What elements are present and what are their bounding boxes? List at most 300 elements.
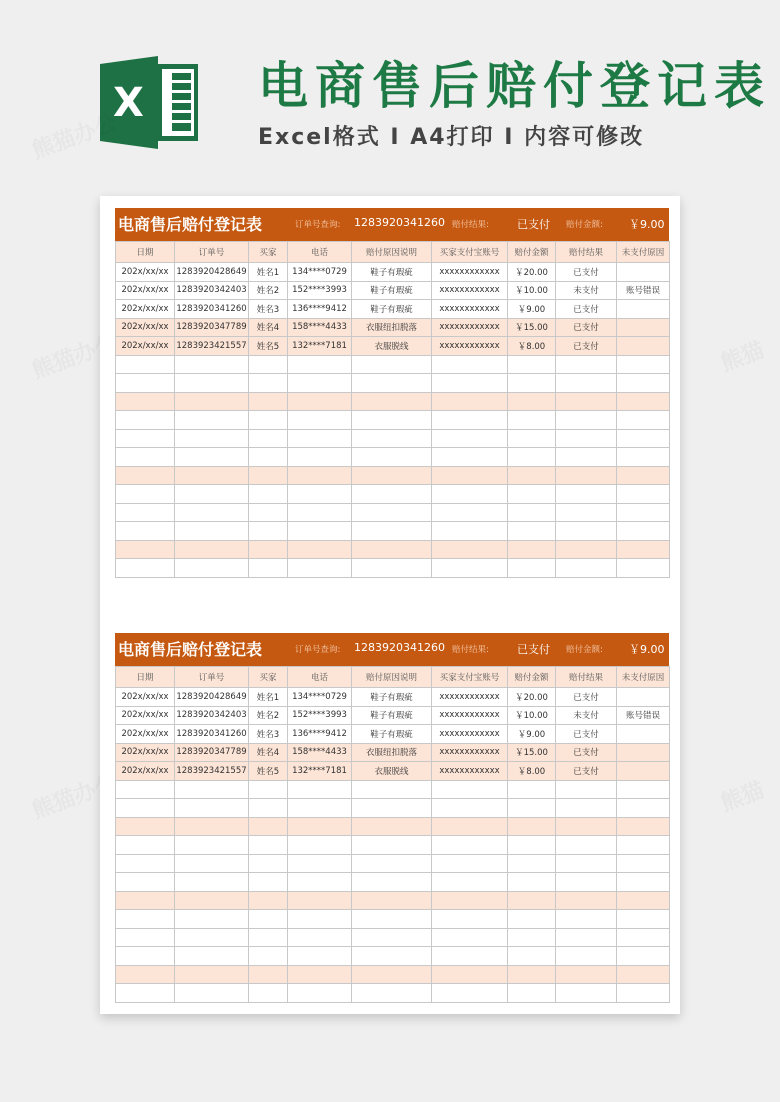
cell-date[interactable] bbox=[116, 873, 175, 892]
cell-date[interactable]: 202x/xx/xx bbox=[116, 725, 175, 744]
cell-reason[interactable]: 鞋子有瑕疵 bbox=[352, 725, 432, 744]
cell-order-no[interactable] bbox=[175, 836, 249, 855]
cell-unpaid-reason[interactable] bbox=[617, 263, 670, 282]
cell-buyer[interactable]: 姓名5 bbox=[249, 337, 288, 356]
cell-amount[interactable] bbox=[508, 355, 556, 374]
cell-reason[interactable] bbox=[352, 910, 432, 929]
cell-alipay-account[interactable] bbox=[432, 503, 508, 522]
cell-order-no[interactable] bbox=[175, 485, 249, 504]
cell-amount[interactable] bbox=[508, 540, 556, 559]
cell-unpaid-reason[interactable] bbox=[617, 540, 670, 559]
cell-alipay-account[interactable]: xxxxxxxxxxxx bbox=[432, 281, 508, 300]
cell-buyer[interactable] bbox=[249, 374, 288, 393]
cell-phone[interactable] bbox=[288, 522, 352, 541]
cell-alipay-account[interactable] bbox=[432, 411, 508, 430]
cell-amount[interactable] bbox=[508, 392, 556, 411]
cell-reason[interactable] bbox=[352, 836, 432, 855]
cell-date[interactable] bbox=[116, 984, 175, 1003]
cell-order-no[interactable] bbox=[175, 429, 249, 448]
cell-order-no[interactable] bbox=[175, 411, 249, 430]
cell-order-no[interactable]: 1283923421557 bbox=[175, 762, 249, 781]
cell-buyer[interactable] bbox=[249, 836, 288, 855]
cell-order-no[interactable]: 1283920428649 bbox=[175, 688, 249, 707]
cell-amount[interactable] bbox=[508, 780, 556, 799]
cell-unpaid-reason[interactable] bbox=[617, 780, 670, 799]
cell-amount[interactable]: ￥15.00 bbox=[508, 743, 556, 762]
cell-date[interactable] bbox=[116, 836, 175, 855]
cell-unpaid-reason[interactable] bbox=[617, 411, 670, 430]
cell-phone[interactable] bbox=[288, 891, 352, 910]
cell-date[interactable]: 202x/xx/xx bbox=[116, 263, 175, 282]
cell-phone[interactable] bbox=[288, 928, 352, 947]
cell-amount[interactable] bbox=[508, 836, 556, 855]
cell-reason[interactable] bbox=[352, 392, 432, 411]
cell-amount[interactable] bbox=[508, 947, 556, 966]
cell-order-no[interactable] bbox=[175, 392, 249, 411]
cell-reason[interactable]: 鞋子有瑕疵 bbox=[352, 706, 432, 725]
cell-order-no[interactable] bbox=[175, 799, 249, 818]
cell-order-no[interactable] bbox=[175, 355, 249, 374]
cell-amount[interactable]: ￥20.00 bbox=[508, 263, 556, 282]
cell-alipay-account[interactable] bbox=[432, 780, 508, 799]
cell-result[interactable] bbox=[556, 503, 617, 522]
cell-buyer[interactable]: 姓名3 bbox=[249, 725, 288, 744]
cell-phone[interactable]: 134****0729 bbox=[288, 263, 352, 282]
cell-date[interactable]: 202x/xx/xx bbox=[116, 743, 175, 762]
cell-phone[interactable] bbox=[288, 374, 352, 393]
cell-buyer[interactable]: 姓名4 bbox=[249, 318, 288, 337]
cell-buyer[interactable]: 姓名1 bbox=[249, 688, 288, 707]
cell-phone[interactable] bbox=[288, 540, 352, 559]
cell-alipay-account[interactable] bbox=[432, 817, 508, 836]
cell-unpaid-reason[interactable] bbox=[617, 559, 670, 578]
cell-phone[interactable]: 134****0729 bbox=[288, 688, 352, 707]
cell-result[interactable] bbox=[556, 522, 617, 541]
cell-amount[interactable] bbox=[508, 817, 556, 836]
cell-buyer[interactable] bbox=[249, 873, 288, 892]
cell-unpaid-reason[interactable] bbox=[617, 873, 670, 892]
cell-result[interactable] bbox=[556, 873, 617, 892]
cell-unpaid-reason[interactable] bbox=[617, 854, 670, 873]
cell-unpaid-reason[interactable] bbox=[617, 965, 670, 984]
cell-alipay-account[interactable] bbox=[432, 559, 508, 578]
cell-amount[interactable] bbox=[508, 559, 556, 578]
cell-unpaid-reason[interactable] bbox=[617, 910, 670, 929]
cell-unpaid-reason[interactable]: 账号错误 bbox=[617, 706, 670, 725]
cell-unpaid-reason[interactable] bbox=[617, 891, 670, 910]
cell-order-no[interactable]: 1283920341260 bbox=[175, 300, 249, 319]
cell-alipay-account[interactable] bbox=[432, 485, 508, 504]
cell-buyer[interactable]: 姓名2 bbox=[249, 706, 288, 725]
cell-date[interactable] bbox=[116, 891, 175, 910]
cell-alipay-account[interactable]: xxxxxxxxxxxx bbox=[432, 725, 508, 744]
cell-result[interactable] bbox=[556, 411, 617, 430]
cell-reason[interactable] bbox=[352, 355, 432, 374]
cell-result[interactable] bbox=[556, 891, 617, 910]
cell-result[interactable] bbox=[556, 965, 617, 984]
cell-order-no[interactable] bbox=[175, 873, 249, 892]
cell-order-no[interactable]: 1283923421557 bbox=[175, 337, 249, 356]
cell-date[interactable]: 202x/xx/xx bbox=[116, 318, 175, 337]
cell-buyer[interactable] bbox=[249, 965, 288, 984]
cell-amount[interactable]: ￥15.00 bbox=[508, 318, 556, 337]
cell-alipay-account[interactable]: xxxxxxxxxxxx bbox=[432, 743, 508, 762]
cell-alipay-account[interactable] bbox=[432, 522, 508, 541]
cell-date[interactable]: 202x/xx/xx bbox=[116, 281, 175, 300]
cell-phone[interactable] bbox=[288, 411, 352, 430]
cell-order-no[interactable] bbox=[175, 817, 249, 836]
cell-order-no[interactable] bbox=[175, 891, 249, 910]
cell-unpaid-reason[interactable] bbox=[617, 503, 670, 522]
cell-phone[interactable] bbox=[288, 559, 352, 578]
cell-order-no[interactable] bbox=[175, 448, 249, 467]
cell-alipay-account[interactable] bbox=[432, 466, 508, 485]
cell-order-no[interactable]: 1283920342403 bbox=[175, 706, 249, 725]
cell-order-no[interactable]: 1283920341260 bbox=[175, 725, 249, 744]
cell-result[interactable] bbox=[556, 392, 617, 411]
cell-phone[interactable]: 132****7181 bbox=[288, 337, 352, 356]
cell-unpaid-reason[interactable] bbox=[617, 485, 670, 504]
cell-result[interactable]: 已支付 bbox=[556, 688, 617, 707]
cell-unpaid-reason[interactable] bbox=[617, 836, 670, 855]
cell-amount[interactable] bbox=[508, 873, 556, 892]
cell-reason[interactable] bbox=[352, 984, 432, 1003]
cell-alipay-account[interactable]: xxxxxxxxxxxx bbox=[432, 318, 508, 337]
cell-buyer[interactable]: 姓名1 bbox=[249, 263, 288, 282]
cell-buyer[interactable] bbox=[249, 429, 288, 448]
cell-phone[interactable]: 152****3993 bbox=[288, 706, 352, 725]
cell-amount[interactable] bbox=[508, 965, 556, 984]
cell-phone[interactable] bbox=[288, 780, 352, 799]
cell-result[interactable]: 已支付 bbox=[556, 300, 617, 319]
cell-reason[interactable] bbox=[352, 448, 432, 467]
cell-result[interactable] bbox=[556, 355, 617, 374]
cell-buyer[interactable]: 姓名5 bbox=[249, 762, 288, 781]
cell-alipay-account[interactable] bbox=[432, 891, 508, 910]
cell-buyer[interactable] bbox=[249, 355, 288, 374]
cell-phone[interactable]: 152****3993 bbox=[288, 281, 352, 300]
cell-reason[interactable] bbox=[352, 799, 432, 818]
cell-alipay-account[interactable] bbox=[432, 429, 508, 448]
cell-result[interactable] bbox=[556, 429, 617, 448]
cell-reason[interactable] bbox=[352, 503, 432, 522]
cell-buyer[interactable] bbox=[249, 928, 288, 947]
cell-result[interactable]: 已支付 bbox=[556, 318, 617, 337]
cell-date[interactable] bbox=[116, 374, 175, 393]
cell-result[interactable] bbox=[556, 374, 617, 393]
cell-amount[interactable]: ￥8.00 bbox=[508, 337, 556, 356]
cell-phone[interactable] bbox=[288, 392, 352, 411]
cell-buyer[interactable] bbox=[249, 947, 288, 966]
cell-result[interactable] bbox=[556, 836, 617, 855]
cell-date[interactable] bbox=[116, 392, 175, 411]
cell-order-no[interactable] bbox=[175, 374, 249, 393]
cell-phone[interactable] bbox=[288, 984, 352, 1003]
cell-phone[interactable]: 136****9412 bbox=[288, 300, 352, 319]
cell-amount[interactable] bbox=[508, 466, 556, 485]
cell-date[interactable] bbox=[116, 466, 175, 485]
cell-date[interactable]: 202x/xx/xx bbox=[116, 688, 175, 707]
cell-reason[interactable] bbox=[352, 411, 432, 430]
cell-phone[interactable] bbox=[288, 355, 352, 374]
cell-date[interactable] bbox=[116, 522, 175, 541]
cell-alipay-account[interactable] bbox=[432, 836, 508, 855]
cell-date[interactable] bbox=[116, 559, 175, 578]
cell-date[interactable] bbox=[116, 411, 175, 430]
cell-phone[interactable] bbox=[288, 817, 352, 836]
cell-phone[interactable]: 158****4433 bbox=[288, 318, 352, 337]
cell-alipay-account[interactable] bbox=[432, 910, 508, 929]
order-query-value[interactable]: 1283920341260 bbox=[354, 641, 445, 654]
cell-result[interactable]: 已支付 bbox=[556, 762, 617, 781]
cell-date[interactable] bbox=[116, 965, 175, 984]
cell-unpaid-reason[interactable] bbox=[617, 448, 670, 467]
cell-alipay-account[interactable]: xxxxxxxxxxxx bbox=[432, 263, 508, 282]
cell-alipay-account[interactable] bbox=[432, 965, 508, 984]
cell-buyer[interactable] bbox=[249, 780, 288, 799]
cell-result[interactable] bbox=[556, 559, 617, 578]
cell-order-no[interactable] bbox=[175, 559, 249, 578]
cell-alipay-account[interactable]: xxxxxxxxxxxx bbox=[432, 706, 508, 725]
cell-alipay-account[interactable] bbox=[432, 448, 508, 467]
cell-result[interactable] bbox=[556, 780, 617, 799]
cell-buyer[interactable] bbox=[249, 485, 288, 504]
cell-result[interactable] bbox=[556, 910, 617, 929]
cell-amount[interactable] bbox=[508, 928, 556, 947]
cell-alipay-account[interactable] bbox=[432, 928, 508, 947]
cell-unpaid-reason[interactable] bbox=[617, 984, 670, 1003]
cell-date[interactable]: 202x/xx/xx bbox=[116, 706, 175, 725]
cell-order-no[interactable]: 1283920347789 bbox=[175, 318, 249, 337]
cell-phone[interactable]: 132****7181 bbox=[288, 762, 352, 781]
cell-alipay-account[interactable] bbox=[432, 374, 508, 393]
cell-phone[interactable] bbox=[288, 873, 352, 892]
cell-buyer[interactable] bbox=[249, 411, 288, 430]
cell-reason[interactable] bbox=[352, 540, 432, 559]
cell-amount[interactable] bbox=[508, 910, 556, 929]
cell-unpaid-reason[interactable] bbox=[617, 762, 670, 781]
cell-unpaid-reason[interactable] bbox=[617, 743, 670, 762]
cell-order-no[interactable] bbox=[175, 540, 249, 559]
cell-amount[interactable] bbox=[508, 984, 556, 1003]
cell-amount[interactable] bbox=[508, 411, 556, 430]
cell-date[interactable] bbox=[116, 355, 175, 374]
cell-amount[interactable]: ￥8.00 bbox=[508, 762, 556, 781]
cell-result[interactable]: 已支付 bbox=[556, 337, 617, 356]
cell-result[interactable] bbox=[556, 448, 617, 467]
cell-unpaid-reason[interactable] bbox=[617, 374, 670, 393]
cell-buyer[interactable] bbox=[249, 503, 288, 522]
cell-result[interactable]: 未支付 bbox=[556, 706, 617, 725]
cell-buyer[interactable]: 姓名4 bbox=[249, 743, 288, 762]
cell-amount[interactable] bbox=[508, 448, 556, 467]
cell-result[interactable] bbox=[556, 984, 617, 1003]
cell-reason[interactable] bbox=[352, 873, 432, 892]
cell-date[interactable] bbox=[116, 928, 175, 947]
cell-unpaid-reason[interactable] bbox=[617, 355, 670, 374]
cell-date[interactable] bbox=[116, 429, 175, 448]
cell-date[interactable] bbox=[116, 448, 175, 467]
cell-date[interactable] bbox=[116, 799, 175, 818]
cell-amount[interactable]: ￥20.00 bbox=[508, 688, 556, 707]
cell-reason[interactable]: 鞋子有瑕疵 bbox=[352, 263, 432, 282]
cell-result[interactable] bbox=[556, 485, 617, 504]
cell-result[interactable] bbox=[556, 928, 617, 947]
cell-result[interactable] bbox=[556, 817, 617, 836]
cell-amount[interactable]: ￥10.00 bbox=[508, 281, 556, 300]
cell-amount[interactable] bbox=[508, 374, 556, 393]
cell-date[interactable]: 202x/xx/xx bbox=[116, 337, 175, 356]
cell-date[interactable] bbox=[116, 854, 175, 873]
cell-reason[interactable] bbox=[352, 466, 432, 485]
cell-buyer[interactable] bbox=[249, 891, 288, 910]
cell-date[interactable] bbox=[116, 485, 175, 504]
cell-order-no[interactable] bbox=[175, 965, 249, 984]
cell-unpaid-reason[interactable] bbox=[617, 466, 670, 485]
cell-result[interactable]: 已支付 bbox=[556, 725, 617, 744]
cell-amount[interactable] bbox=[508, 503, 556, 522]
cell-buyer[interactable] bbox=[249, 854, 288, 873]
cell-order-no[interactable]: 1283920347789 bbox=[175, 743, 249, 762]
cell-phone[interactable] bbox=[288, 910, 352, 929]
cell-unpaid-reason[interactable]: 账号错误 bbox=[617, 281, 670, 300]
cell-order-no[interactable] bbox=[175, 984, 249, 1003]
cell-phone[interactable] bbox=[288, 947, 352, 966]
cell-phone[interactable]: 158****4433 bbox=[288, 743, 352, 762]
cell-result[interactable]: 已支付 bbox=[556, 743, 617, 762]
cell-result[interactable] bbox=[556, 540, 617, 559]
cell-alipay-account[interactable] bbox=[432, 355, 508, 374]
cell-date[interactable] bbox=[116, 503, 175, 522]
cell-order-no[interactable] bbox=[175, 503, 249, 522]
cell-reason[interactable] bbox=[352, 965, 432, 984]
cell-order-no[interactable]: 1283920428649 bbox=[175, 263, 249, 282]
cell-alipay-account[interactable] bbox=[432, 873, 508, 892]
cell-buyer[interactable]: 姓名2 bbox=[249, 281, 288, 300]
cell-reason[interactable]: 衣服纽扣脱落 bbox=[352, 318, 432, 337]
cell-unpaid-reason[interactable] bbox=[617, 300, 670, 319]
cell-unpaid-reason[interactable] bbox=[617, 522, 670, 541]
cell-unpaid-reason[interactable] bbox=[617, 392, 670, 411]
cell-order-no[interactable] bbox=[175, 854, 249, 873]
cell-amount[interactable] bbox=[508, 854, 556, 873]
cell-buyer[interactable] bbox=[249, 817, 288, 836]
cell-buyer[interactable] bbox=[249, 466, 288, 485]
cell-amount[interactable] bbox=[508, 799, 556, 818]
cell-order-no[interactable] bbox=[175, 522, 249, 541]
cell-date[interactable] bbox=[116, 910, 175, 929]
cell-reason[interactable] bbox=[352, 429, 432, 448]
cell-reason[interactable] bbox=[352, 374, 432, 393]
cell-phone[interactable] bbox=[288, 965, 352, 984]
cell-alipay-account[interactable]: xxxxxxxxxxxx bbox=[432, 762, 508, 781]
cell-unpaid-reason[interactable] bbox=[617, 947, 670, 966]
cell-unpaid-reason[interactable] bbox=[617, 817, 670, 836]
cell-unpaid-reason[interactable] bbox=[617, 337, 670, 356]
cell-result[interactable] bbox=[556, 854, 617, 873]
cell-reason[interactable] bbox=[352, 947, 432, 966]
cell-phone[interactable] bbox=[288, 503, 352, 522]
cell-reason[interactable] bbox=[352, 780, 432, 799]
cell-result[interactable] bbox=[556, 466, 617, 485]
order-query-value[interactable]: 1283920341260 bbox=[354, 216, 445, 229]
cell-phone[interactable] bbox=[288, 799, 352, 818]
cell-result[interactable] bbox=[556, 799, 617, 818]
cell-amount[interactable] bbox=[508, 522, 556, 541]
cell-reason[interactable]: 衣服脱线 bbox=[352, 762, 432, 781]
cell-amount[interactable]: ￥9.00 bbox=[508, 300, 556, 319]
cell-unpaid-reason[interactable] bbox=[617, 725, 670, 744]
cell-reason[interactable] bbox=[352, 485, 432, 504]
cell-buyer[interactable] bbox=[249, 984, 288, 1003]
cell-buyer[interactable]: 姓名3 bbox=[249, 300, 288, 319]
cell-phone[interactable] bbox=[288, 836, 352, 855]
cell-unpaid-reason[interactable] bbox=[617, 799, 670, 818]
cell-alipay-account[interactable]: xxxxxxxxxxxx bbox=[432, 688, 508, 707]
cell-alipay-account[interactable]: xxxxxxxxxxxx bbox=[432, 337, 508, 356]
cell-amount[interactable] bbox=[508, 891, 556, 910]
cell-unpaid-reason[interactable] bbox=[617, 688, 670, 707]
cell-reason[interactable] bbox=[352, 817, 432, 836]
cell-order-no[interactable] bbox=[175, 780, 249, 799]
cell-reason[interactable] bbox=[352, 891, 432, 910]
cell-unpaid-reason[interactable] bbox=[617, 928, 670, 947]
cell-amount[interactable]: ￥10.00 bbox=[508, 706, 556, 725]
cell-order-no[interactable] bbox=[175, 947, 249, 966]
cell-order-no[interactable] bbox=[175, 910, 249, 929]
cell-alipay-account[interactable]: xxxxxxxxxxxx bbox=[432, 300, 508, 319]
cell-phone[interactable] bbox=[288, 466, 352, 485]
cell-order-no[interactable]: 1283920342403 bbox=[175, 281, 249, 300]
cell-buyer[interactable] bbox=[249, 392, 288, 411]
cell-buyer[interactable] bbox=[249, 448, 288, 467]
cell-result[interactable]: 未支付 bbox=[556, 281, 617, 300]
cell-amount[interactable]: ￥9.00 bbox=[508, 725, 556, 744]
cell-reason[interactable] bbox=[352, 522, 432, 541]
cell-phone[interactable] bbox=[288, 485, 352, 504]
cell-reason[interactable]: 衣服纽扣脱落 bbox=[352, 743, 432, 762]
cell-date[interactable]: 202x/xx/xx bbox=[116, 300, 175, 319]
cell-amount[interactable] bbox=[508, 429, 556, 448]
cell-reason[interactable]: 鞋子有瑕疵 bbox=[352, 688, 432, 707]
cell-alipay-account[interactable] bbox=[432, 984, 508, 1003]
cell-date[interactable] bbox=[116, 780, 175, 799]
cell-alipay-account[interactable] bbox=[432, 947, 508, 966]
cell-phone[interactable]: 136****9412 bbox=[288, 725, 352, 744]
cell-reason[interactable] bbox=[352, 854, 432, 873]
cell-order-no[interactable] bbox=[175, 928, 249, 947]
cell-phone[interactable] bbox=[288, 854, 352, 873]
cell-buyer[interactable] bbox=[249, 522, 288, 541]
cell-amount[interactable] bbox=[508, 485, 556, 504]
cell-date[interactable] bbox=[116, 947, 175, 966]
cell-reason[interactable] bbox=[352, 559, 432, 578]
cell-alipay-account[interactable] bbox=[432, 854, 508, 873]
cell-reason[interactable] bbox=[352, 928, 432, 947]
cell-buyer[interactable] bbox=[249, 910, 288, 929]
cell-date[interactable] bbox=[116, 540, 175, 559]
cell-alipay-account[interactable] bbox=[432, 799, 508, 818]
cell-result[interactable] bbox=[556, 947, 617, 966]
cell-order-no[interactable] bbox=[175, 466, 249, 485]
cell-alipay-account[interactable] bbox=[432, 540, 508, 559]
cell-phone[interactable] bbox=[288, 448, 352, 467]
cell-unpaid-reason[interactable] bbox=[617, 318, 670, 337]
cell-result[interactable]: 已支付 bbox=[556, 263, 617, 282]
cell-reason[interactable]: 鞋子有瑕疵 bbox=[352, 300, 432, 319]
cell-unpaid-reason[interactable] bbox=[617, 429, 670, 448]
cell-reason[interactable]: 鞋子有瑕疵 bbox=[352, 281, 432, 300]
